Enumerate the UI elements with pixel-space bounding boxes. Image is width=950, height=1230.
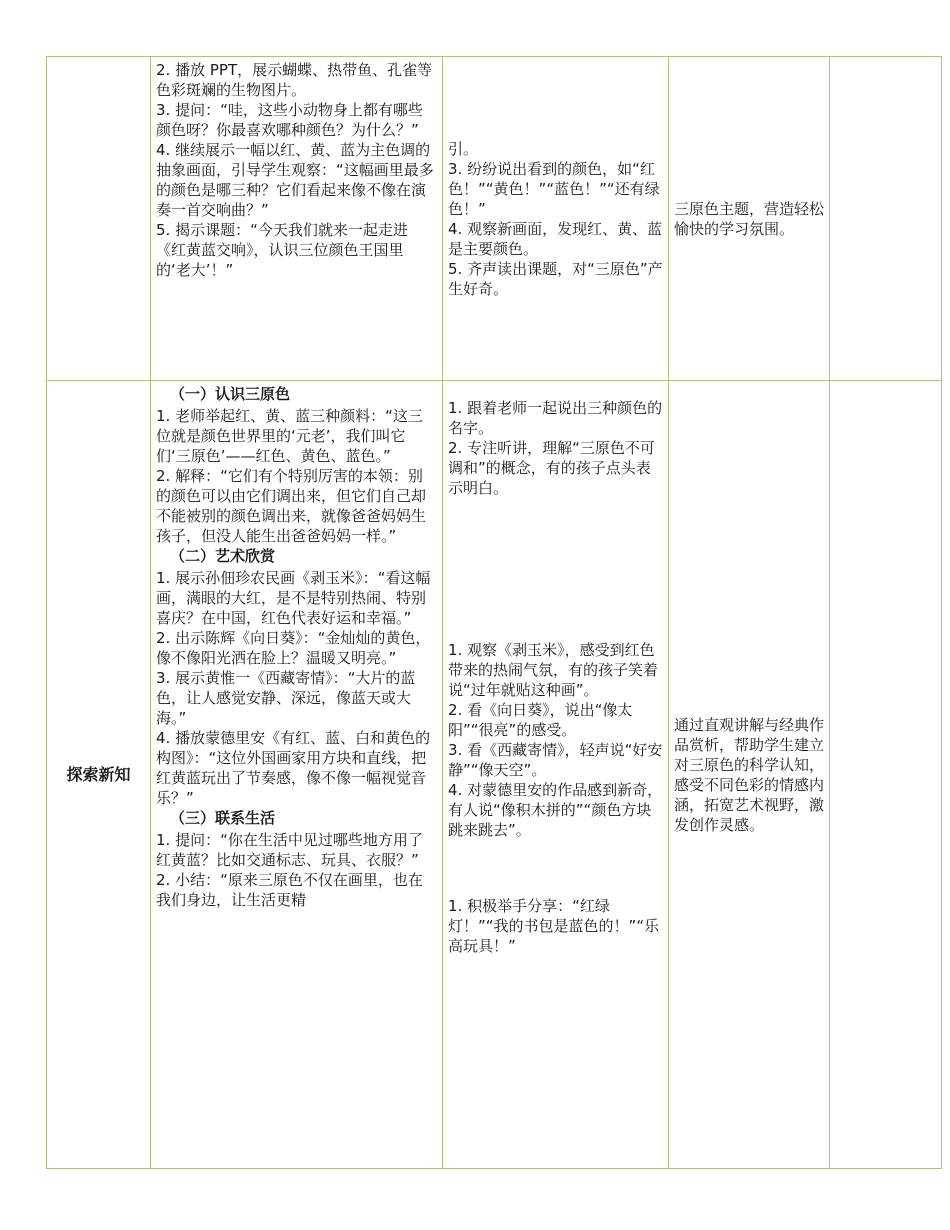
teacher-step: 5. 揭示课题：“今天我们就来一起走进《红黄蓝交响》，认识三位颜色王国里的‘老大’！” xyxy=(156,221,408,279)
empty-cell xyxy=(830,57,942,381)
teacher-step: 1. 展示孙佃珍农民画《剥玉米》：“看这幅画，满眼的大红，是不是特别热闹、特别喜庆？在中国，红色代表好运和幸福。” xyxy=(156,569,431,627)
teacher-step: 2. 小结：“原来三原色不仅在画里，也在我们身边，让生活更精 xyxy=(156,871,423,909)
design-intent-cell: 通过直观讲解与经典作品赏析，帮助学生建立对三原色的科学认知，感受不同色彩的情感内涵，拓宽艺术视野，激发创作灵感。 xyxy=(669,381,830,1169)
teacher-step: 4. 播放蒙德里安《有红、蓝、白和黄色的构图》：“这位外国画家用方块和直线，把红黄蓝玩出了节奏感，像不像一幅视觉音乐？” xyxy=(156,729,431,807)
table-row xyxy=(47,57,942,381)
teacher-activity-cell xyxy=(151,381,443,1169)
student-activity-cell xyxy=(443,57,669,381)
section-heading: （二）艺术欣赏 xyxy=(170,547,276,565)
student-step: 3. 看《西藏寄情》，轻声说“好安静”“像天空”。 xyxy=(448,741,663,779)
teacher-step: 2. 解释：“它们有个特别厉害的本领：别的颜色可以由它们调出来，但它们自己却不能被别的颜色调出来，就像爸爸妈妈生孩子，但没人能生出爸爸妈妈一样。” xyxy=(156,467,427,545)
student-step: 3. 纷纷说出看到的颜色，如“红色！”“黄色！”“蓝色！”“还有绿色！” xyxy=(448,159,660,218)
stage-cell xyxy=(47,57,151,381)
table-row xyxy=(47,381,942,1169)
teacher-step: 1. 提问：“你在生活中见过哪些地方用了红黄蓝？比如交通标志、玩具、衣服？” xyxy=(156,831,423,869)
student-activity-cell xyxy=(443,381,669,1169)
empty-cell xyxy=(830,381,942,1169)
teacher-step: 3. 提问：“哇，这些小动物身上都有哪些颜色呀？你最喜欢哪种颜色？为什么？” xyxy=(156,101,423,139)
section-heading: （三）联系生活 xyxy=(170,809,276,827)
student-step: 5. 齐声读出课题，对“三原色”产生好奇。 xyxy=(448,259,663,298)
teacher-step: 2. 出示陈辉《向日葵》：“金灿灿的黄色，像不像阳光洒在脸上？温暖又明亮。” xyxy=(156,629,431,667)
student-step: 引。 xyxy=(448,139,479,158)
lesson-plan-table xyxy=(46,56,942,1169)
student-step: 2. 看《向日葵》，说出“像太阳”“很亮”的感受。 xyxy=(448,701,633,739)
student-step: 1. 积极举手分享：“红绿灯！”“我的书包是蓝色的！”“乐高玩具！” xyxy=(448,897,660,955)
stage-label: 探索新知 xyxy=(47,381,151,1169)
student-step: 4. 对蒙德里安的作品感到新奇，有人说“像积木拼的”“颜色方块跳来跳去”。 xyxy=(448,781,663,839)
teacher-step: 2. 播放 PPT，展示蝴蝶、热带鱼、孔雀等色彩斑斓的生物图片。 xyxy=(156,61,433,99)
student-step: 1. 观察《剥玉米》，感受到红色带来的热闹气氛，有的孩子笑着说“过年就贴这种画”。 xyxy=(448,641,659,699)
teacher-step: 3. 展示黄惟一《西藏寄情》：“大片的蓝色，让人感觉安静、深远，像蓝天或大海。” xyxy=(156,669,416,727)
teacher-activity-cell xyxy=(151,57,443,381)
teacher-step: 1. 老师举起红、黄、蓝三种颜料：“这三位就是颜色世界里的‘元老’，我们叫它们‘三原色’——红色、黄色、蓝色。” xyxy=(156,407,423,465)
student-step: 1. 跟着老师一起说出三种颜色的名字。 xyxy=(448,399,663,437)
section-heading: （一）认识三原色 xyxy=(170,385,291,403)
student-step: 4. 观察新画面，发现红、黄、蓝是主要颜色。 xyxy=(448,219,663,258)
teacher-step: 4. 继续展示一幅以红、黄、蓝为主色调的抽象画面，引导学生观察：“这幅画里最多的颜色是哪三种？它们看起来像不像在演奏一首交响曲？” xyxy=(156,141,434,219)
student-step: 2. 专注听讲，理解“三原色不可调和”的概念，有的孩子点头表示明白。 xyxy=(448,439,655,497)
design-intent-cell: 三原色主题，营造轻松愉快的学习氛围。 xyxy=(669,57,830,381)
